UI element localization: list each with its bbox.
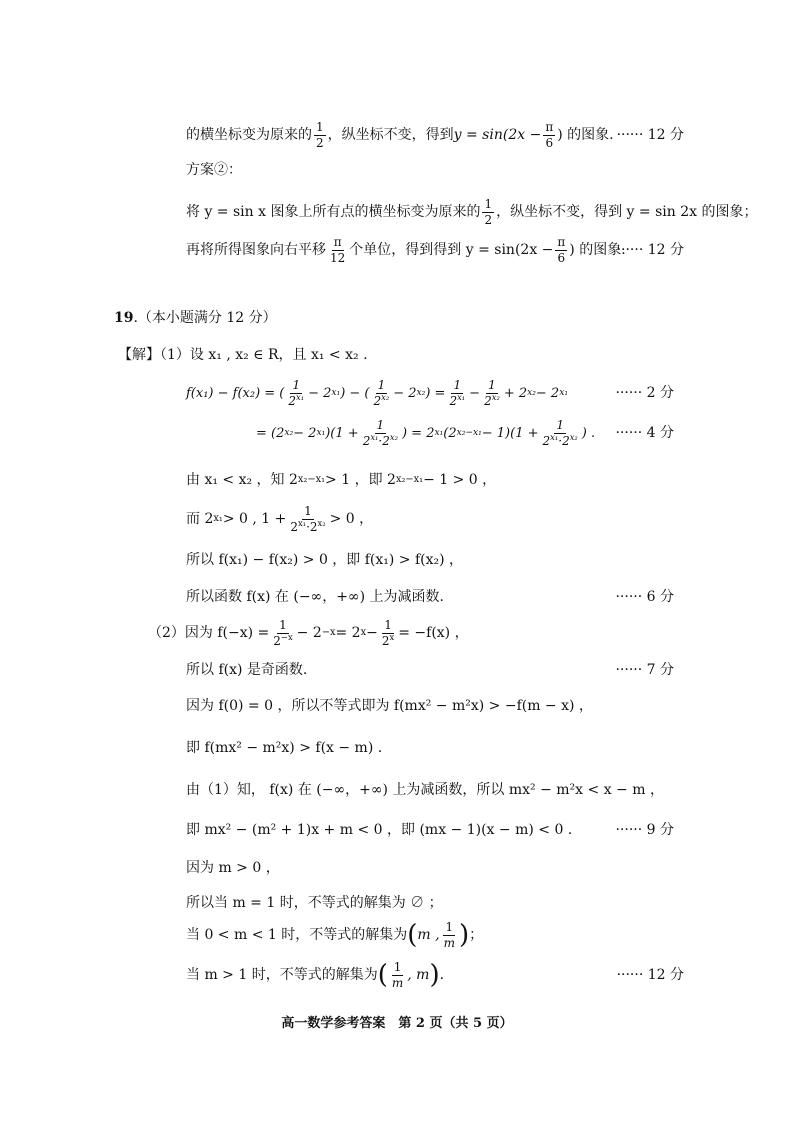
solution-line-17: 当 m > 1 时，不等式的解集为 ( $\frac{1}{m}$ , m ) . ······ 12 分 [186, 959, 684, 990]
solution-line-10: 因为 f(0) = 0 ，所以不等式即为 f(mx² − m²x) > −f(m − x) ， [186, 698, 593, 714]
solution-line-13: 即 mx² − (m² + 1)x + m < 0 ，即 (mx − 1)(x − m) < 0 . ······ 9 分 [186, 822, 674, 838]
solution-line-9: 所以 f(x) 是奇函数. ······ 7 分 [186, 662, 674, 678]
text: （1）设 x₁ , x₂ ∈ R，且 x₁ < x₂ . [160, 347, 368, 363]
fraction: $\frac{1}{2^{-x}}$ [273, 617, 293, 648]
question-info: .（本小题满分 12 分） [133, 310, 277, 326]
solution-line-5: 而 2 x₁ > 0 , 1 + $\frac{1}{2^{x_1}\cdot 2^{x_2}}$ > 0 ， [186, 503, 374, 534]
solution-line-2: f(x₁) − f(x₂) = ( $\frac{1}{2^{x_1}}$ − 2 x₁ ) − ( $\frac{1}{2^{x_2}}$ − 2 x₂ ) = $\frac{1}{2^{x_1}}$ − $\frac{1}{2^{x_2}}$ + 2 x₂ − 2 x₁ ······ 2 分 [186, 377, 674, 408]
fraction: $\frac{\pi}{6}$ [557, 234, 566, 265]
fraction: $\frac{\pi}{6}$ [545, 119, 554, 150]
fraction: $\frac{1}{2}$ [484, 196, 493, 227]
fraction: $\frac{1}{2^{x_1}\cdot 2^{x_2}}$ [290, 503, 326, 534]
score-mark: ······ 12 分 [616, 242, 684, 258]
text: 个单位，得到得到 y = sin(2x − [349, 242, 554, 258]
solution-line-8: （2）因为 f(−x) = $\frac{1}{2^{-x}}$ − 2 −x = 2 x − $\frac{1}{2^x}$ = −f(x) ， [148, 617, 469, 648]
score-mark: ······ 2 分 [615, 385, 674, 401]
line-3 [0, 198, 794, 226]
solution-line-1 [0, 345, 794, 365]
score-mark: ······ 9 分 [615, 822, 674, 838]
text: ) 的图象. [557, 127, 614, 143]
text: 再将所得图象向右平移 [186, 242, 326, 258]
solution-label: 【解】 [118, 347, 160, 363]
fraction: $\frac{1}{m}$ [443, 919, 455, 950]
line-1 [0, 119, 794, 150]
score-mark: ······ 6 分 [615, 589, 674, 605]
question-number: 19 [114, 310, 134, 326]
score-mark: ······ 12 分 [616, 967, 684, 983]
solution-line-7: 所以函数 f(x) 在 (−∞，+∞) 上为减函数. ······ 6 分 [186, 589, 674, 605]
solution-line-15: 所以当 m = 1 时，不等式的解集为 ∅ ； [186, 895, 443, 911]
solution-line-6: 所以 f(x₁) − f(x₂) > 0 ，即 f(x₁) > f(x₂) ， [186, 552, 464, 568]
fraction: $\frac{1}{2^{x_1}\cdot 2^{x_2}}$ [362, 417, 398, 448]
scheme-label: 方案②： [186, 162, 242, 178]
text: ) 的图象. [569, 242, 626, 258]
solution-line-4: 由 x₁ < x₂ ，知 2 x₂−x₁ > 1 ，即 2 x₂−x₁ − 1 > 0 ， [186, 472, 497, 488]
fraction: $\frac{1}{2^{x_1}}$ [288, 377, 305, 408]
score-mark: ······ 7 分 [615, 662, 674, 678]
fraction: $\frac{1}{2^{x_1}\cdot 2^{x_2}}$ [542, 417, 578, 448]
solution-line-11: 即 f(mx² − m²x) > f(x − m) . [186, 740, 383, 756]
score-mark: ······ 4 分 [615, 425, 674, 441]
formula: y = sin(2x − [453, 127, 542, 143]
text: 的横坐标变为原来的 [186, 127, 312, 143]
fraction: $\frac{1}{2^{x_2}}$ [484, 377, 500, 408]
solution-line-16: 当 0 < m < 1 时，不等式的解集为 ( m , $\frac{1}{m}$ ) ； [186, 919, 484, 950]
text: ，纵坐标不变，得到 [327, 127, 454, 143]
solution-line-3: = (2 x₂ − 2 x₁ )(1 + $\frac{1}{2^{x_1}\cdot 2^{x_2}}$ ) = 2 x₁ (2 x₂−x₁ − 1)(1 + $\frac{1}{2^{x_1}\cdot 2^{x_2}}$ ) . ······ 4 分 [256, 417, 674, 448]
fraction: $\frac{1}{2}$ [316, 119, 324, 150]
fraction: $\frac{1}{m}$ [391, 959, 404, 990]
fraction: $\frac{1}{2^x}$ [381, 617, 395, 648]
page-footer: 高一数学参考答案 第 2 页（共 5 页） [281, 1016, 513, 1031]
line-4 [0, 236, 794, 264]
fraction: $\frac{1}{2^{x_1}}$ [449, 377, 466, 408]
solution-line-14: 因为 m > 0 ， [186, 860, 280, 876]
text: ，纵坐标不变，得到 y = sin 2x 的图象； [496, 204, 758, 220]
score-mark: ······ 12 分 [616, 127, 684, 143]
question-19-header [0, 308, 794, 328]
fraction: $\frac{\pi}{12}$ [330, 234, 346, 265]
text: 将 y = sin x 图象上所有点的横坐标变为原来的 [186, 204, 481, 220]
line-2 [0, 160, 794, 180]
fraction: $\frac{1}{2^{x_2}}$ [373, 377, 390, 408]
solution-line-12: 由（1）知， f(x) 在 (−∞，+∞) 上为减函数，所以 mx² − m²x < x − m ， [186, 782, 664, 798]
